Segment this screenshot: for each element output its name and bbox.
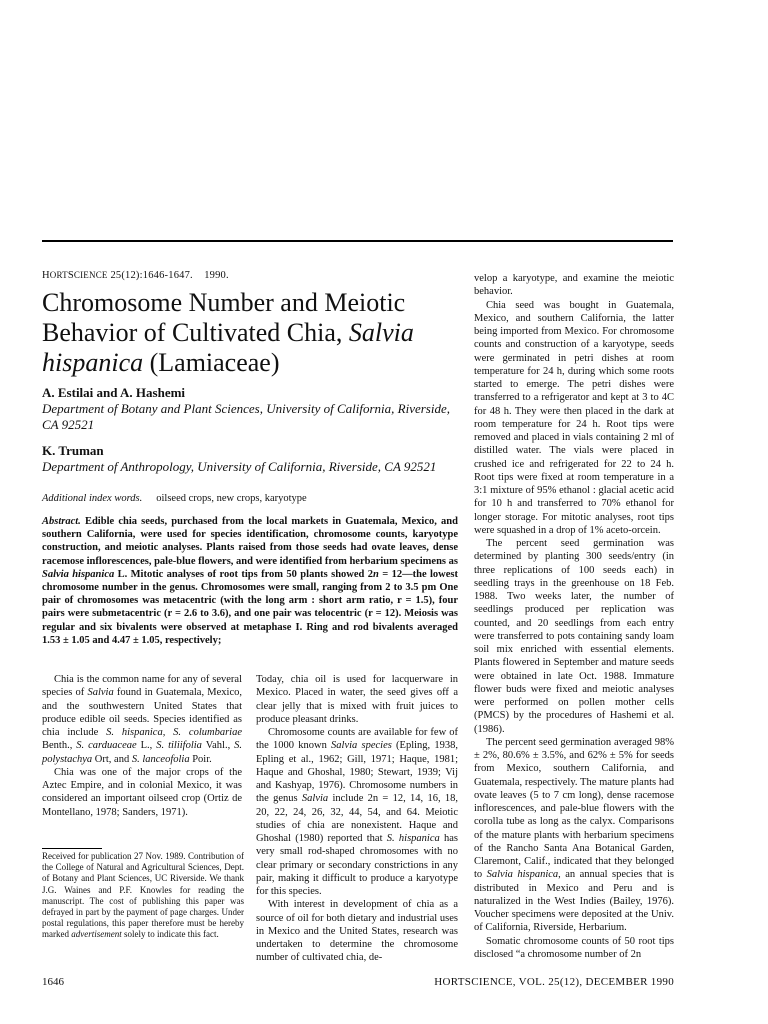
- authors-group-1: A. Estilai and A. Hashemi: [42, 385, 186, 400]
- text-run: has very small rod-shaped chromosomes with no clear primary or secondary constrictions in any pair, making it difficult to produce a karyotype for this species.: [256, 833, 458, 897]
- paragraph: [256, 726, 458, 898]
- journal-rest-1: ORT: [49, 270, 68, 280]
- title-family: (Lamiaceae): [143, 348, 280, 377]
- footnote-text: Received for publication 27 Nov. 1989. Contribution of the College of Natural and Agricultural Sciences, Dept. of Botany and Plant Sciences, UC Riverside. We thank J.G. Waines and P.F. Knowles for reading the manuscript. The cost of publishing this paper was defrayed in part by the payment of page charges. Under postal regulations, this paper therefore must be hereby marked: [42, 851, 244, 940]
- volume-pages: 25(12):1646-1647.: [110, 270, 193, 281]
- text-run: Ort, and: [92, 753, 132, 765]
- footnote-text-end: solely to indicate this fact.: [121, 929, 219, 940]
- title-species: Salvia hispanica: [42, 318, 414, 377]
- genus-name: Salvia species: [331, 740, 392, 752]
- text-run: include 2n = 12, 14, 16, 18, 20, 22, 24, 26, 32, 44, 54, and 64. Meiotic studies of chia are nonexistent. Haque and Ghoshal (1980) reported that: [256, 793, 459, 844]
- top-rule: [42, 240, 673, 242]
- title-main: Chromosome Number and Meiotic Behavior of Cultivated Chia,: [42, 288, 406, 347]
- abstract-text-1: Edible chia seeds, purchased from the local markets in Guatemala, Mexico, and southern California, were used for species identification, chromosome counts, karyotype construction, and meiotic analyses. Plants raised from those seeds had ovate leaves, dense racemose inflorescences, pale-blue flowers, and were identified from herbarium specimens as: [42, 516, 458, 567]
- text-run: Benth.,: [42, 740, 77, 752]
- genus-name: Salvia: [87, 687, 114, 699]
- affiliation-2: Department of Anthropology, University of California, Riverside, CA 92521: [42, 459, 437, 474]
- body-column-3: [474, 272, 674, 961]
- species-name: S. polystachya: [42, 740, 243, 765]
- abstract-text-3: = 12—the lowest chromosome number in the genus. Chromosomes were small, ranging from 2 to 3.5 pm One pair of chromosomes was metacentric (with the long arm : short arm ratio, r = 1.5), four pairs were submetacentric (r = 2.6 to 3.6), and one pair was telocentric (r = 12). Meiosis was regular and six bivalents were observed at metaphase I. Ring and rod bivalents averaged 1.53 ± 1.05 and 4.47 ± 1.05, respectively;: [42, 568, 458, 646]
- abstract: [42, 515, 458, 647]
- abstract-species: Salvia hispanica: [42, 568, 115, 580]
- journal-rest-2: CIENCE: [73, 270, 108, 280]
- text-run: , an annual species that is distributed in Mexico and Peru and is naturalized in the West Indies (Bailey, 1976). Voucher specimens were deposited at the Univ. of California, Riverside, Herbarium.: [474, 869, 675, 934]
- text-run: Poir.: [189, 753, 212, 765]
- species-name: Salvia hispanica: [486, 869, 559, 881]
- species-name: S. lanceofolia: [131, 753, 190, 765]
- body-column-1: [42, 673, 242, 819]
- citation-line: [42, 270, 229, 281]
- paragraph: velop a karyotype, and examine the meiotic behavior.: [474, 273, 674, 298]
- footnote-advertisement: advertisement: [71, 929, 122, 940]
- abstract-label: Abstract.: [42, 516, 81, 527]
- index-words: [42, 493, 307, 504]
- species-name: S. tiliifolia: [156, 740, 202, 752]
- abstract-text-2: L. Mitotic analyses of root tips from 50 plants showed 2: [114, 568, 374, 580]
- footnote: [42, 851, 244, 941]
- index-words-terms: oilseed crops, new crops, karyotype: [156, 493, 307, 504]
- species-name: S. hispanica: [386, 833, 440, 844]
- abstract-n: n: [373, 568, 379, 580]
- running-footer: HORTSCIENCE, VOL. 25(12), DECEMBER 1990: [434, 976, 674, 988]
- text-run: Vahl.,: [201, 740, 235, 752]
- footnote-rule: [42, 848, 102, 849]
- authors-group-2: K. Truman: [42, 443, 104, 458]
- text-run: (Epling, 1938, Epling et al., 1962; Gill, 1971; Haque, 1981; Haque and Ghoshal, 1980; Stewart, 1939; Vij and Kashyap, 1976). Chromosome numbers in the genus: [256, 740, 458, 805]
- paragraph: [42, 673, 242, 766]
- journal-initial-2: S: [67, 270, 74, 281]
- text-run: L.,: [136, 740, 157, 752]
- affiliation-1: Department of Botany and Plant Sciences, University of California, Riverside, CA 92521: [42, 401, 450, 432]
- paragraph: Chia seed was bought in Guatemala, Mexico, and southern California, the latter being imported from Mexico. For chromosome counts and construction of a karyotype, seeds were germinated in petri dishes at room temperature for 24 h, during which some roots started to emerge. The petri dishes were transferred to a refrigerator and kept at 3 to 4C for 48 h. They were then placed in the dark at room temperature for 24 h. Root tips were removed and placed in vials containing 2 ml of distilled water. The vials were placed in crushed ice and refrigerated for 22 to 24 h. Root tips were fixed at room temperature in a 3:1 mixture of 95% ethanol : glacial acetic acid for 10 h and transferred to 70% ethanol for longer storage. For mitotic analyses, root tips were squashed in a drop of 1% aceto-orcein.: [474, 299, 674, 536]
- page-number: 1646: [42, 976, 64, 988]
- text-run: Chromosome counts are available for few of the 1000 known: [256, 727, 458, 752]
- paragraph: Chia was one of the major crops of the Aztec Empire, and in colonial Mexico, it was considered an important oilseed crop (Ortiz de Montellano, 1978; Sanders, 1971).: [42, 766, 242, 818]
- journal-name: [42, 270, 108, 281]
- journal-initial-1: H: [42, 270, 50, 281]
- text-run: found in Guatemala, Mexico, and the southwestern United States that produce edible oil seeds. Species identified as chia include: [42, 687, 242, 738]
- paragraph: [474, 736, 674, 935]
- paragraph: With interest in development of chia as a source of oil for both dietary and industrial uses in Mexico and the United States, research was undertaken to determine the chromosome number of cultivated chia, de-: [256, 899, 458, 964]
- index-words-label: Additional index words.: [42, 493, 143, 504]
- text-run: The percent seed germination averaged 98% ± 2%, 80.6% ± 3.5%, and 62% ± 5% for seeds from Mexico, southern California, and Guatemala, respectively. The mature plants had ovate leaves (5 to 7 cm long), dense racemose inflorescences, and pale-blue flowers with the corolla tube as long as the calyx. Comparisons of the mature plants with herbarium specimens of the Rancho Santa Ana Botanical Garden, Claremont, Calif., indicated that they belonged to: [474, 736, 674, 881]
- publication-year: 1990.: [204, 270, 229, 281]
- text-run: Chia is the common name for any of several species of: [42, 674, 242, 699]
- genus-name: Salvia: [301, 793, 329, 805]
- species-name: S. hispanica, S. columbariae: [106, 727, 242, 738]
- article-title: [42, 288, 462, 378]
- body-column-2: [256, 673, 458, 965]
- species-name: S. carduaceae: [76, 740, 137, 752]
- paragraph: Somatic chromosome counts of 50 root tips disclosed “a chromosome number of 2n: [474, 935, 674, 960]
- paragraph: Today, chia oil is used for lacquerware in Mexico. Placed in water, the seed gives off a clear jelly that is mixed with fruit juices to produce pleasant drinks.: [256, 674, 458, 725]
- paragraph: The percent seed germination was determined by planting 300 seeds/entry (in three replications of 100 seeds each) in seedling trays in the greenhouse on 18 Feb. 1988. Two weeks later, the number of seedlings produced per replication was counted, and 20 seedlings from each entry were transferred to pots containing sandy loam soil mix enriched with essential elements. Plants flowered in September and mature seeds were obtained in late Oct. 1988. Immature flower buds were fixed and meiotic analyses were performed on pollen mother cells (PMCS) by the procedures of Hashemi et al. (1986).: [474, 538, 674, 735]
